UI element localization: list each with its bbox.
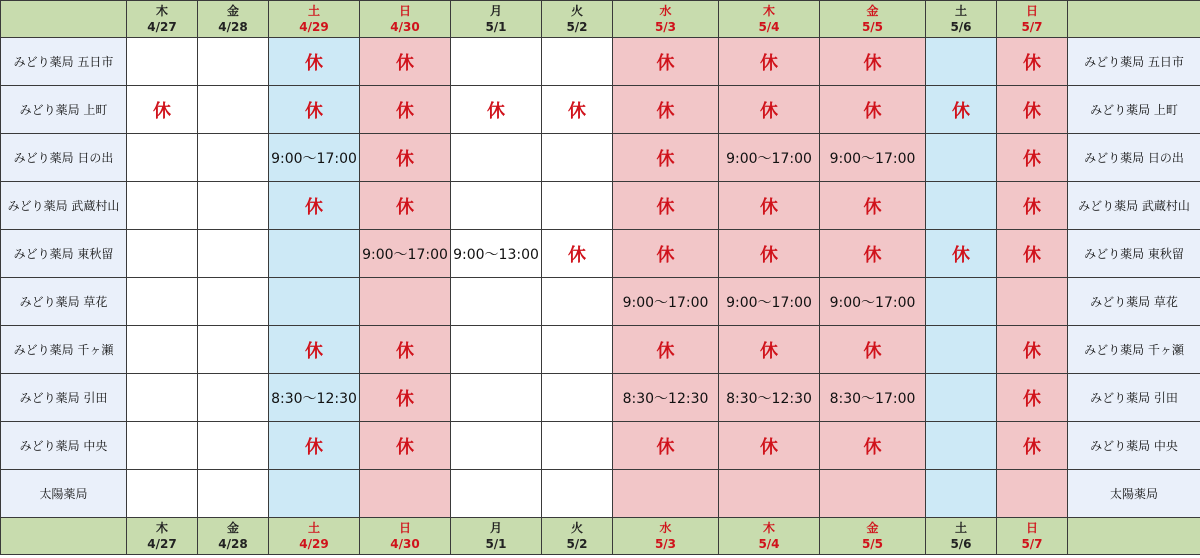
schedule-cell (719, 422, 820, 470)
pharmacy-name-left: みどり薬局 引田 (1, 374, 127, 422)
schedule-cell (926, 326, 997, 374)
opening-hours: 9:00～17:00 (726, 294, 812, 311)
pharmacy-name-left: みどり薬局 武蔵村山 (1, 182, 127, 230)
schedule-cell (198, 326, 269, 374)
table-row (1, 86, 1200, 134)
closed-mark: 休 (396, 388, 414, 410)
table-row (1, 278, 1200, 326)
header-date: 5/6 (950, 537, 972, 551)
opening-hours: 9:00～17:00 (726, 150, 812, 167)
schedule-cell (719, 86, 820, 134)
closed-mark: 休 (396, 436, 414, 458)
closed-mark: 休 (568, 100, 586, 122)
closed-mark: 休 (656, 340, 675, 362)
header-row-bottom (1, 518, 1200, 555)
header-day-label (360, 3, 450, 35)
schedule-cell (613, 230, 719, 278)
header-day-label (542, 520, 612, 552)
schedule-cell (997, 422, 1068, 470)
schedule-cell (198, 374, 269, 422)
opening-hours: 8:30～12:30 (726, 390, 812, 407)
header-date: 4/28 (218, 537, 248, 551)
schedule-cell (719, 230, 820, 278)
header-weekday: 木 (762, 4, 775, 18)
header-date: 5/4 (758, 20, 780, 34)
header-day-label (269, 3, 359, 35)
schedule-cell (360, 422, 451, 470)
header-date: 5/3 (654, 537, 677, 551)
closed-mark: 休 (760, 436, 778, 458)
closed-mark: 休 (760, 100, 778, 122)
schedule-cell (360, 278, 451, 326)
schedule-cell (719, 38, 820, 86)
schedule-cell (926, 374, 997, 422)
header-weekday: 日 (1025, 521, 1038, 535)
header-weekday: 金 (226, 521, 239, 535)
header-weekday: 日 (398, 4, 411, 18)
schedule-cell (926, 470, 997, 518)
schedule-cell (613, 278, 719, 326)
header-date: 5/1 (485, 20, 507, 34)
schedule-cell (542, 230, 613, 278)
schedule-cell (926, 86, 997, 134)
closed-mark: 休 (760, 196, 778, 218)
schedule-cell (613, 182, 719, 230)
schedule-cell (542, 470, 613, 518)
header-date: 4/30 (390, 537, 420, 551)
schedule-cell (997, 230, 1068, 278)
closed-mark: 休 (760, 244, 778, 266)
schedule-cell (926, 422, 997, 470)
header-weekday: 木 (762, 521, 775, 535)
schedule-cell (360, 86, 451, 134)
pharmacy-name-left: 太陽薬局 (1, 470, 127, 518)
header-day-top-3 (360, 1, 451, 38)
schedule-cell (451, 134, 542, 182)
header-weekday: 土 (954, 4, 967, 18)
closed-mark: 休 (305, 436, 323, 458)
pharmacy-name-right: みどり薬局 引田 (1068, 374, 1200, 422)
header-corner-left (1, 518, 127, 555)
header-date: 5/2 (566, 20, 588, 34)
top-header (1, 1, 1200, 38)
opening-hours: 9:00～17:00 (622, 294, 709, 311)
schedule-cell (820, 230, 926, 278)
bottom-header (1, 518, 1200, 555)
schedule-cell (613, 422, 719, 470)
schedule-cell (542, 374, 613, 422)
schedule-cell (926, 230, 997, 278)
closed-mark: 休 (656, 148, 675, 170)
schedule-cell (451, 374, 542, 422)
schedule-cell (719, 470, 820, 518)
header-date: 5/2 (566, 537, 588, 551)
closed-mark: 休 (1023, 196, 1041, 218)
closed-mark: 休 (1023, 340, 1041, 362)
schedule-cell (269, 134, 360, 182)
closed-mark: 休 (1023, 148, 1041, 170)
header-day-bottom-1 (198, 518, 269, 555)
header-weekday: 土 (307, 4, 320, 18)
table-row (1, 374, 1200, 422)
closed-mark: 休 (863, 196, 882, 218)
closed-mark: 休 (487, 100, 505, 122)
header-day-top-6 (613, 1, 719, 38)
schedule-body (1, 38, 1200, 518)
closed-mark: 休 (760, 52, 778, 74)
pharmacy-name-right: 太陽薬局 (1068, 470, 1200, 518)
schedule-cell (542, 38, 613, 86)
schedule-cell (198, 278, 269, 326)
schedule-cell (127, 374, 198, 422)
schedule-cell (820, 326, 926, 374)
header-corner-right (1068, 1, 1200, 38)
schedule-cell (719, 278, 820, 326)
header-date: 5/5 (861, 20, 884, 34)
schedule-cell (820, 374, 926, 422)
closed-mark: 休 (863, 100, 882, 122)
header-date: 5/3 (654, 20, 677, 34)
schedule-cell (451, 182, 542, 230)
closed-mark: 休 (952, 100, 970, 122)
header-date: 5/7 (1021, 537, 1043, 551)
pharmacy-name-right: みどり薬局 上町 (1068, 86, 1200, 134)
header-date: 5/4 (758, 537, 780, 551)
header-day-bottom-4 (451, 518, 542, 555)
header-corner-left (1, 1, 127, 38)
pharmacy-name-right: みどり薬局 千ヶ瀬 (1068, 326, 1200, 374)
pharmacy-name-right: みどり薬局 東秋留 (1068, 230, 1200, 278)
schedule-cell (198, 86, 269, 134)
closed-mark: 休 (305, 196, 323, 218)
schedule-cell (997, 470, 1068, 518)
header-day-top-1 (198, 1, 269, 38)
pharmacy-name-left: みどり薬局 東秋留 (1, 230, 127, 278)
closed-mark: 休 (305, 340, 323, 362)
header-day-label (198, 3, 268, 35)
table-row (1, 326, 1200, 374)
schedule-cell (127, 470, 198, 518)
header-date: 4/29 (299, 20, 329, 34)
closed-mark: 休 (1023, 436, 1041, 458)
closed-mark: 休 (760, 340, 778, 362)
opening-hours: 9:00～17:00 (271, 150, 357, 167)
schedule-cell (613, 374, 719, 422)
header-corner-right (1068, 518, 1200, 555)
pharmacy-name-left: みどり薬局 日の出 (1, 134, 127, 182)
header-date: 5/1 (485, 537, 507, 551)
closed-mark: 休 (863, 244, 882, 266)
header-day-label (127, 3, 197, 35)
pharmacy-name-right: みどり薬局 中央 (1068, 422, 1200, 470)
table-row (1, 38, 1200, 86)
schedule-cell (542, 134, 613, 182)
header-weekday: 木 (155, 521, 168, 535)
header-day-top-8 (820, 1, 926, 38)
schedule-cell (820, 278, 926, 326)
schedule-cell (269, 86, 360, 134)
table-row (1, 470, 1200, 518)
schedule-cell (542, 278, 613, 326)
schedule-cell (997, 134, 1068, 182)
closed-mark: 休 (1023, 244, 1041, 266)
opening-hours: 9:00～17:00 (829, 150, 916, 167)
schedule-cell (926, 134, 997, 182)
schedule-cell (269, 230, 360, 278)
header-day-label (269, 520, 359, 552)
table-row (1, 422, 1200, 470)
header-weekday: 土 (307, 521, 320, 535)
closed-mark: 休 (863, 340, 882, 362)
header-day-label (997, 520, 1067, 552)
header-day-label (820, 520, 925, 552)
schedule-cell (269, 374, 360, 422)
header-weekday: 月 (489, 4, 502, 18)
closed-mark: 休 (863, 52, 882, 74)
header-day-bottom-7 (719, 518, 820, 555)
header-day-label (613, 520, 718, 552)
closed-mark: 休 (656, 100, 675, 122)
header-day-label (613, 3, 718, 35)
header-date: 5/5 (861, 537, 884, 551)
schedule-cell (997, 326, 1068, 374)
schedule-cell (719, 326, 820, 374)
closed-mark: 休 (396, 52, 414, 74)
schedule-cell (719, 182, 820, 230)
header-date: 5/6 (950, 20, 972, 34)
schedule-cell (451, 326, 542, 374)
schedule-cell (269, 326, 360, 374)
schedule-cell (127, 182, 198, 230)
schedule-cell (542, 86, 613, 134)
schedule-cell (997, 374, 1068, 422)
closed-mark: 休 (656, 436, 675, 458)
schedule-cell (926, 182, 997, 230)
schedule-cell (997, 38, 1068, 86)
pharmacy-name-left: みどり薬局 千ヶ瀬 (1, 326, 127, 374)
pharmacy-name-right: みどり薬局 武蔵村山 (1068, 182, 1200, 230)
pharmacy-name-right: みどり薬局 日の出 (1068, 134, 1200, 182)
schedule-cell (613, 326, 719, 374)
schedule-cell (198, 182, 269, 230)
header-day-bottom-5 (542, 518, 613, 555)
pharmacy-name-left: みどり薬局 五日市 (1, 38, 127, 86)
schedule-cell (997, 182, 1068, 230)
schedule-cell (613, 470, 719, 518)
header-day-bottom-2 (269, 518, 360, 555)
schedule-cell (542, 326, 613, 374)
schedule-cell (360, 374, 451, 422)
schedule-cell (613, 38, 719, 86)
closed-mark: 休 (1023, 388, 1041, 410)
header-date: 5/7 (1021, 20, 1043, 34)
table-row (1, 230, 1200, 278)
schedule-cell (997, 278, 1068, 326)
header-day-bottom-6 (613, 518, 719, 555)
header-day-top-9 (926, 1, 997, 38)
schedule-cell (997, 86, 1068, 134)
schedule-cell (820, 86, 926, 134)
schedule-cell (360, 470, 451, 518)
header-weekday: 水 (659, 521, 672, 535)
header-weekday: 水 (659, 4, 672, 18)
schedule-cell (127, 230, 198, 278)
header-day-top-10 (997, 1, 1068, 38)
header-weekday: 金 (226, 4, 239, 18)
schedule-cell (198, 134, 269, 182)
closed-mark: 休 (656, 244, 675, 266)
schedule-cell (127, 422, 198, 470)
header-day-top-2 (269, 1, 360, 38)
header-day-bottom-10 (997, 518, 1068, 555)
closed-mark: 休 (1023, 52, 1041, 74)
schedule-cell (719, 374, 820, 422)
header-date: 4/28 (218, 20, 248, 34)
schedule-cell (719, 134, 820, 182)
closed-mark: 休 (153, 100, 171, 122)
header-date: 4/27 (147, 20, 177, 34)
header-row-top (1, 1, 1200, 38)
schedule-cell (360, 134, 451, 182)
pharmacy-name-left: みどり薬局 上町 (1, 86, 127, 134)
header-day-bottom-8 (820, 518, 926, 555)
schedule-cell (269, 182, 360, 230)
schedule-cell (542, 182, 613, 230)
header-day-bottom-9 (926, 518, 997, 555)
schedule-cell (820, 422, 926, 470)
schedule-cell (820, 182, 926, 230)
closed-mark: 休 (952, 244, 970, 266)
opening-hours: 8:30～17:00 (829, 390, 916, 407)
opening-hours: 8:30～12:30 (271, 390, 357, 407)
header-day-top-4 (451, 1, 542, 38)
opening-hours: 9:00～17:00 (362, 246, 448, 263)
opening-hours: 9:00～17:00 (829, 294, 916, 311)
header-day-top-0 (127, 1, 198, 38)
schedule-cell (127, 326, 198, 374)
schedule-cell (451, 422, 542, 470)
header-day-bottom-0 (127, 518, 198, 555)
schedule-cell (613, 134, 719, 182)
opening-hours: 8:30～12:30 (622, 390, 709, 407)
schedule-cell (451, 278, 542, 326)
header-date: 4/29 (299, 537, 329, 551)
schedule-cell (127, 38, 198, 86)
header-weekday: 日 (398, 521, 411, 535)
closed-mark: 休 (396, 100, 414, 122)
header-date: 4/30 (390, 20, 420, 34)
closed-mark: 休 (305, 52, 323, 74)
closed-mark: 休 (656, 52, 675, 74)
closed-mark: 休 (568, 244, 586, 266)
header-weekday: 土 (954, 521, 967, 535)
closed-mark: 休 (656, 196, 675, 218)
schedule-cell (613, 86, 719, 134)
schedule-cell (926, 278, 997, 326)
schedule-cell (198, 470, 269, 518)
header-day-label (997, 3, 1067, 35)
schedule-cell (451, 230, 542, 278)
schedule-cell (542, 422, 613, 470)
closed-mark: 休 (863, 436, 882, 458)
header-day-label (451, 520, 541, 552)
header-day-label (926, 520, 996, 552)
schedule-cell (360, 230, 451, 278)
header-day-label (451, 3, 541, 35)
pharmacy-name-left: みどり薬局 中央 (1, 422, 127, 470)
schedule-cell (127, 278, 198, 326)
header-weekday: 月 (489, 521, 502, 535)
header-day-label (926, 3, 996, 35)
header-date: 4/27 (147, 537, 177, 551)
schedule-cell (451, 86, 542, 134)
schedule-cell (198, 230, 269, 278)
schedule-cell (127, 134, 198, 182)
closed-mark: 休 (396, 196, 414, 218)
header-weekday: 金 (866, 521, 879, 535)
header-day-label (820, 3, 925, 35)
header-day-label (719, 520, 819, 552)
schedule-cell (360, 38, 451, 86)
header-day-label (719, 3, 819, 35)
pharmacy-name-right: みどり薬局 五日市 (1068, 38, 1200, 86)
header-weekday: 日 (1025, 4, 1038, 18)
schedule-cell (926, 38, 997, 86)
schedule-cell (269, 278, 360, 326)
closed-mark: 休 (1023, 100, 1041, 122)
schedule-cell (451, 470, 542, 518)
schedule-cell (820, 38, 926, 86)
schedule-cell (360, 326, 451, 374)
schedule-cell (269, 422, 360, 470)
table-row (1, 134, 1200, 182)
schedule-cell (360, 182, 451, 230)
header-day-bottom-3 (360, 518, 451, 555)
header-weekday: 木 (155, 4, 168, 18)
pharmacy-name-right: みどり薬局 草花 (1068, 278, 1200, 326)
header-day-label (127, 520, 197, 552)
schedule-cell (127, 86, 198, 134)
schedule-cell (820, 470, 926, 518)
header-day-label (542, 3, 612, 35)
schedule-cell (198, 422, 269, 470)
header-day-top-7 (719, 1, 820, 38)
closed-mark: 休 (396, 148, 414, 170)
schedule-cell (269, 38, 360, 86)
header-weekday: 金 (866, 4, 879, 18)
header-day-top-5 (542, 1, 613, 38)
header-day-label (198, 520, 268, 552)
closed-mark: 休 (305, 100, 323, 122)
table-row (1, 182, 1200, 230)
closed-mark: 休 (396, 340, 414, 362)
pharmacy-name-left: みどり薬局 草花 (1, 278, 127, 326)
schedule-cell (198, 38, 269, 86)
schedule-cell (451, 38, 542, 86)
schedule-cell (269, 470, 360, 518)
header-weekday: 火 (570, 521, 583, 535)
schedule-cell (820, 134, 926, 182)
header-weekday: 火 (570, 4, 583, 18)
header-day-label (360, 520, 450, 552)
opening-hours: 9:00～13:00 (453, 246, 539, 263)
